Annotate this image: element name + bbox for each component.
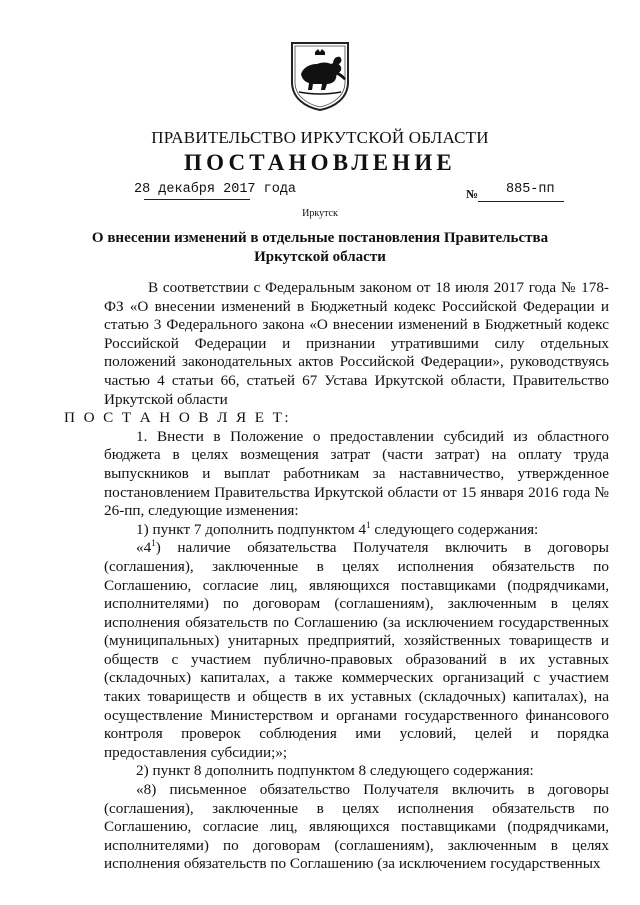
resolves-label: П О С Т А Н О В Л Я Е Т: (64, 409, 291, 427)
quote-1-start: «4 (136, 539, 152, 557)
government-title: ПРАВИТЕЛЬСТВО ИРКУТСКОЙ ОБЛАСТИ (151, 128, 489, 147)
item-1-paragraph: 1. Внести в Положение о предоставлении субсидий из областного бюджета в целях возмещения затрат (части затрат) на оплату труда выпускников и выплат работникам за наставничество, утвержденное постановлением Правительства Иркутской области от 15 января 2016 года № 26-пп, следующие изменения: (104, 427, 609, 520)
subitem-1-paragraph (104, 521, 609, 540)
document-body (64, 279, 609, 874)
number-sign: № (466, 187, 479, 201)
preamble-paragraph: В соответствии с Федеральным законом от 18 июля 2017 года № 178-ФЗ «О внесении изменений в Бюджетный кодекс Российской Федерации и статью 3 Федерального закона «О внесении изменений в Бюджетный кодекс Российской Федерации и признании утратившими силу отдельных положений законодательных актов Российской Федерации», руководствуясь частью 4 статьи 66, статьей 67 Устава Иркутской области, Правительство Иркутской области (104, 279, 609, 408)
heading-line-2: Иркутской области (254, 249, 386, 265)
document-heading (60, 229, 580, 267)
subitem-2-paragraph: 2) пункт 8 дополнить подпунктом 8 следующего содержания: (136, 762, 534, 780)
document-number: 885-пп (506, 182, 555, 197)
quote-1-paragraph (104, 539, 609, 762)
date-underline (144, 199, 250, 200)
heading-line-1: О внесении изменений в отдельные постановления Правительства (91, 230, 549, 246)
number-underline (478, 201, 564, 202)
quote-1-text: ) наличие обязательства Получателя включить в договоры (соглашения), заключенные в целях исполнения обязательств по Соглашению, согласие лиц, являющихся поставщиками (подрядчиками, исполнителями) по договорам (соглашениям), заключенным в целях исполнения обязательств по Соглашению (за исключением государственных (муниципальных) унитарных предприятий, хозяйственных товариществ и обществ с участием публично-правовых образований в их уставных (складочных) капиталах, а также коммерческих организаций с участием таких товариществ и обществ в их уставных (складочных) капиталах), на осуществление Министерством и органами государственного финансового контроля проверок соблюдения ими условий, целей и порядка предоставления субсидии;»; (104, 539, 609, 761)
document-date: 28 декабря 2017 года (134, 182, 297, 197)
subitem-1-text: 1) пункт 7 дополнить подпунктом 4 (136, 520, 367, 538)
subitem-1-text-end: следующего содержания: (370, 520, 539, 538)
document-kind-title: ПОСТАНОВЛЕНИЕ (184, 150, 456, 175)
city-label: Иркутск (302, 208, 338, 219)
quote-1-superscript: 1 (151, 538, 156, 549)
subitem-1-superscript: 1 (366, 519, 371, 530)
coat-of-arms-emblem (289, 40, 351, 112)
quote-2-paragraph: «8) письменное обязательство Получателя включить в договоры (соглашения), заключенные в целях исполнения обязательств по Соглашению, согласие лиц, являющихся поставщиками (подрядчиками, исполнителями) по договорам (соглашениям), заключенным в целях исполнения обязательств по Соглашению (за исключением государственных (104, 781, 609, 873)
